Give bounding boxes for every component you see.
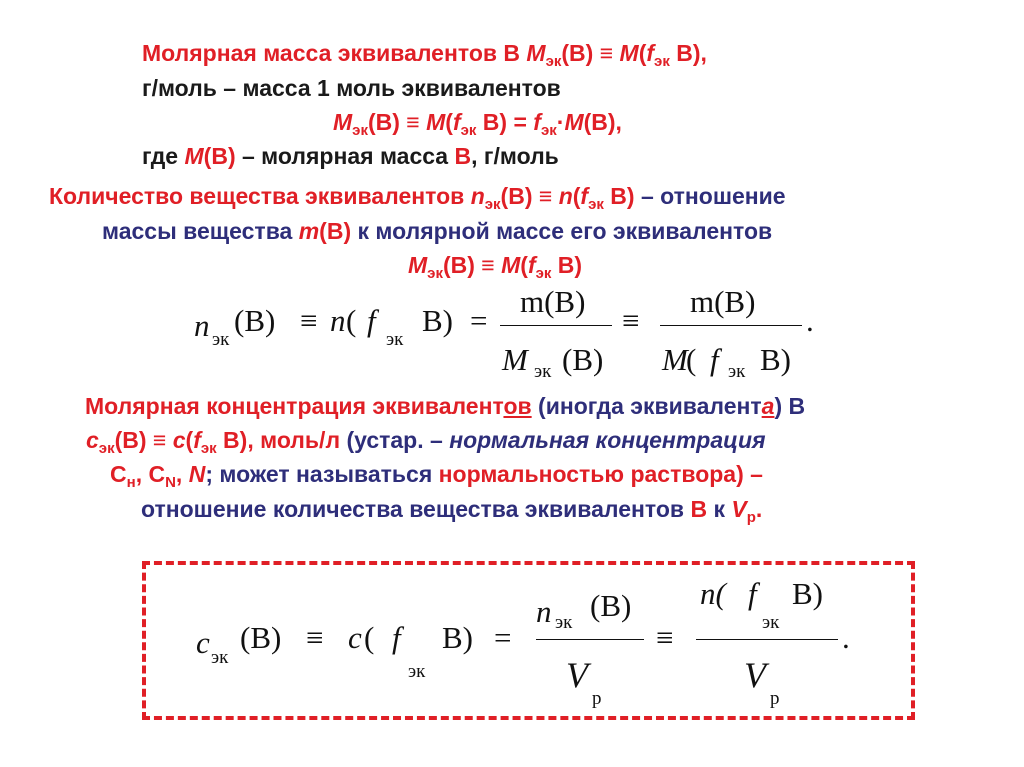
line-molar-mass-formula: $M_{эк}(В) \equiv M(f_{эк}$ $В) = f_{эк}\cdot M(В)$, [333,109,622,139]
line-molar-conc-title: Молярная концентрация эквивалентов (иногда эквивалента) В [85,393,806,419]
line-molar-conc-def: отношение количества вещества эквивалентов В к $V_р$. [141,496,763,526]
line-molar-conc-symbol: $c_{эк}(В) \equiv c(f_{эк}$ В), моль/л (устар. – нормальная концентрация [86,427,766,457]
line-amount-def: массы вещества m(В) к молярной массе его эквивалентов [102,218,773,244]
line-molar-mass-title: Молярная масса эквивалентов В $M_{эк}(В) \equiv M(f_{эк}$ В), [142,40,707,70]
fraction-bar [536,639,644,640]
line-where-molar-mass: где M(В) – молярная масса В, г/моль [142,143,559,169]
line-normality: $С_н$, $С_N$, N; может называться нормальностью раствора) – [110,461,763,491]
fraction-bar [500,325,612,326]
fraction-bar [696,639,838,640]
fraction-bar [660,325,802,326]
line-amount-title: Количество вещества эквивалентов $n_{эк}(В) \equiv n(f_{эк}$ В) – отношение [49,183,786,213]
line-molar-mass-def: г/моль – масса 1 моль эквивалентов [142,75,561,101]
line-amount-molar: $M_{эк}(В) \equiv M(f_{эк}$ В) [408,252,583,282]
